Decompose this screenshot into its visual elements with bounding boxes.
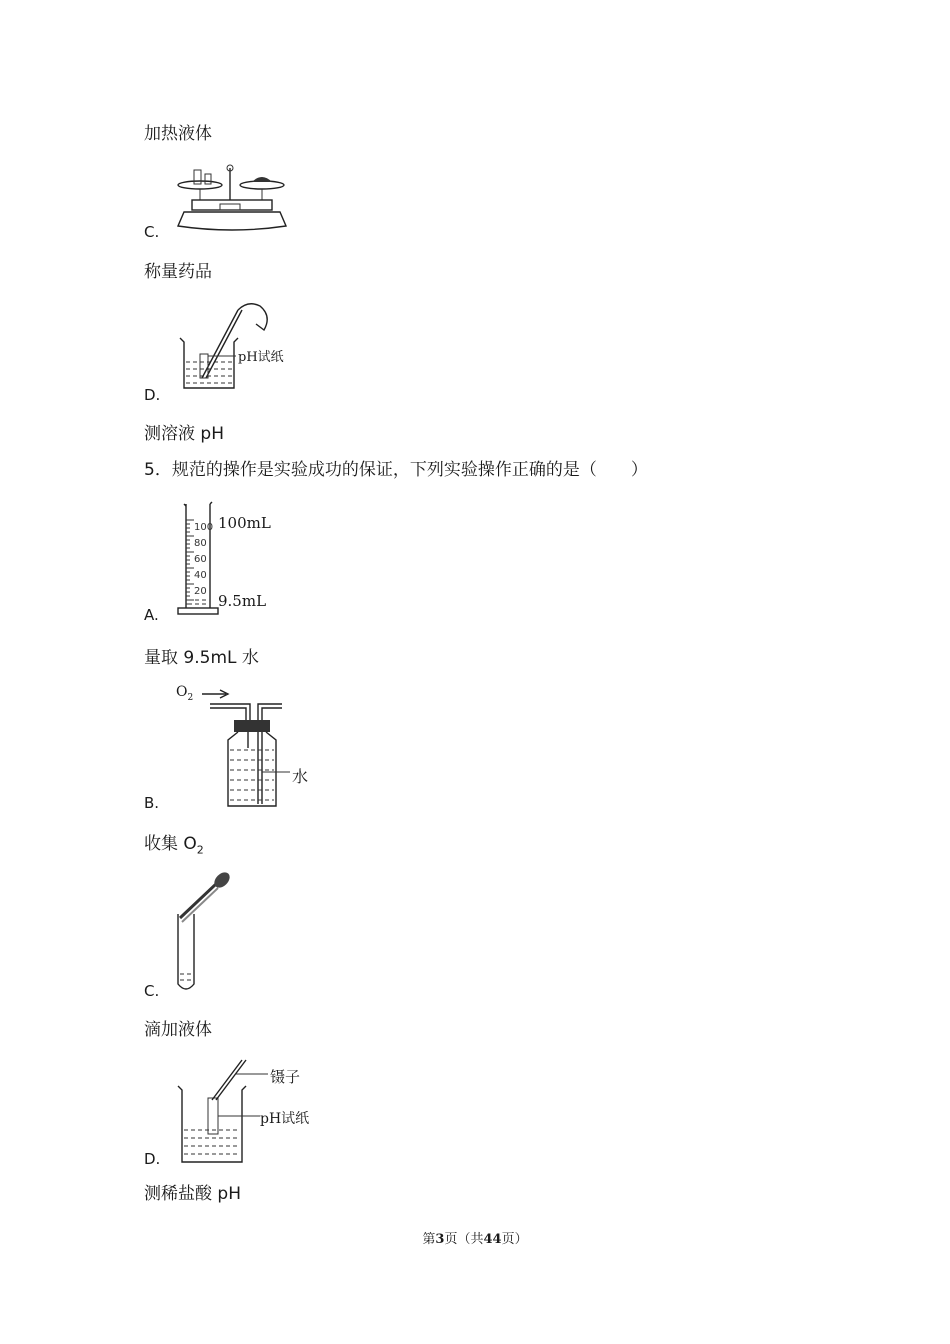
option-b-letter: B. [144,794,160,812]
water-label: 水 [292,767,309,786]
cylinder-scale-mark: 100 [194,522,214,533]
gas-bottle-figure [200,688,310,808]
cylinder-top-label: 100mL [218,514,271,532]
cylinder-scale-mark: 80 [194,538,207,549]
dropper-tube-figure [172,870,242,996]
gas-label: $O_2$ [176,684,194,703]
cylinder-scale-mark: 20 [194,586,207,597]
page-footer: 第3页（共44页） [422,1232,528,1247]
option-c-letter: C. [144,223,160,241]
cylinder-scale-mark: 60 [194,554,207,565]
cylinder-scale-mark: 40 [194,570,207,581]
option-c-letter-q5: C. [144,982,160,1000]
option-a-letter: A. [144,606,159,624]
option-d-letter-q5: D. [144,1150,161,1168]
ph-paper-label-q5: pH试纸 [260,1111,310,1127]
option-d-letter: D. [144,386,161,404]
cylinder-bottom-label: 9.5mL [218,592,267,610]
option-d-caption: 测溶液 pH [144,424,224,444]
balance-figure [172,160,292,236]
option-a-caption: 量取 9.5mL 水 [144,648,259,668]
ph-beaker-dip-figure [178,298,298,390]
option-d-caption-q5: 测稀盐酸 pH [144,1184,241,1204]
ph-paper-label: pH试纸 [238,350,284,365]
option-c-caption: 称量药品 [144,262,212,282]
option-b-caption: 加热液体 [144,124,212,144]
option-b-caption: 收集 $O_2$ [144,834,204,857]
tweezers-label: 镊子 [270,1068,301,1086]
question-5-text: 5．规范的操作是实验成功的保证，下列实验操作正确的是（ ） [144,460,648,480]
option-c-caption-q5: 滴加液体 [144,1020,212,1040]
